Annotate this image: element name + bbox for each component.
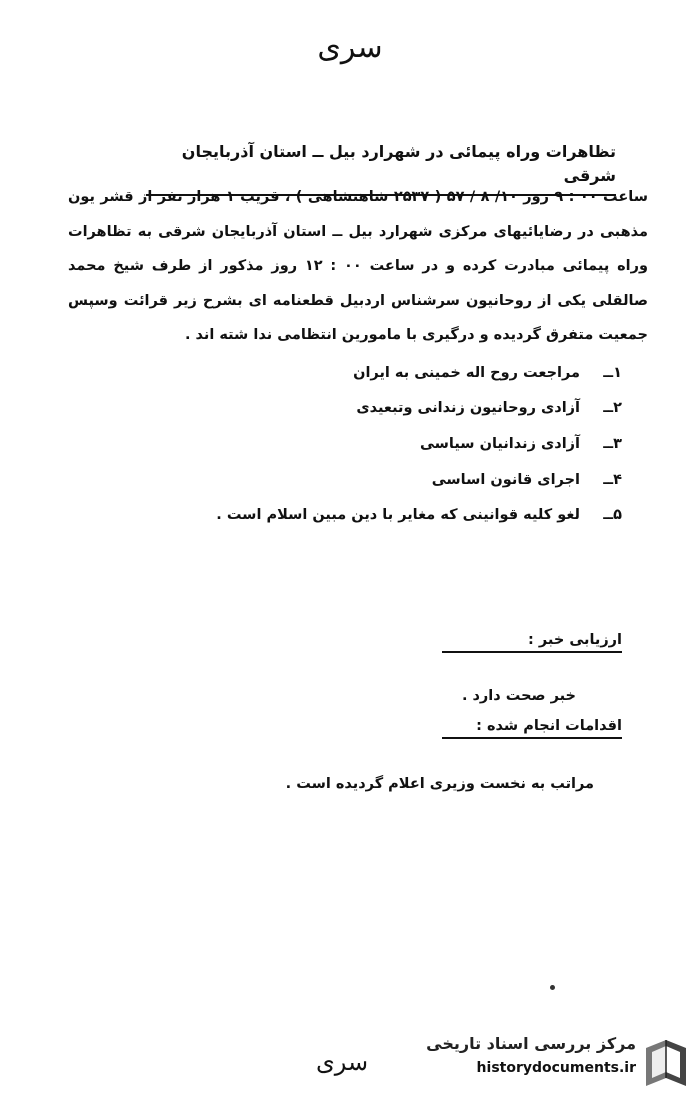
list-item (202, 391, 622, 427)
list-item (202, 426, 622, 462)
ink-dot (550, 985, 555, 990)
item-number: ۲ــ (603, 400, 622, 417)
classification-header: سری (317, 30, 383, 65)
item-number: ۴ــ (603, 471, 622, 488)
document-title: تظاهرات وراه پیمائی در شهرارد بیل ــ استان آذربایجان شرقی (146, 140, 616, 196)
resolution-list (202, 355, 622, 533)
item-number: ۵ــ (603, 507, 622, 524)
watermark-name: مرکز بررسی اسناد تاریخی (426, 1034, 636, 1053)
list-item (202, 462, 622, 498)
book-logo-icon (642, 1036, 690, 1090)
actions-label: اقدامات انجام شده : (442, 718, 622, 739)
assessment-label: ارزیابی خبر : (442, 632, 622, 653)
assessment-text: خبر صحت دارد . (461, 688, 576, 704)
item-text: لغو کلیه قوانینی که مغایر با دین مبین اسلام است . (216, 507, 580, 524)
item-text: مراجعت روح اله خمینی به ایران (353, 364, 580, 381)
item-text: آزادی زندانیان سیاسی (420, 435, 580, 452)
item-number: ۱ــ (603, 364, 622, 381)
item-number: ۳ــ (603, 435, 622, 452)
list-item (202, 355, 622, 391)
item-text: اجرای قانون اساسی (431, 471, 580, 488)
item-text: آزادی روحانیون زندانی وتبعیدی (356, 400, 580, 417)
classification-footer: سری (316, 1048, 369, 1076)
actions-text: مراتب به نخست وزیری اعلام گردیده است . (285, 776, 594, 792)
list-item (202, 497, 622, 533)
archive-watermark (426, 1032, 692, 1094)
report-body: ساعت ۰۰ : ۹ روز ۱۰/ ۸ / ۵۷ ( ۲۵۳۷ شاهنشاهی ) ، قریب ۱ هزار نفر از قشر یون مذهبی در رضایائیهای مرکزی شهرارد بیل ــ استان آذربایجان شرقی به تظاهرات وراه پیمائی مبادرت کرده و در ساعت ۰۰ : ۱۲ روز مذکور از طرف شیخ محمد صالقلی یکی از روحانیون سرشناس اردبیل قطعنامه ای بشرح زیر قرائت وسپس جمعیت متفرق گردیده و درگیری با مامورین انتظامی ندا شته اند . (68, 189, 648, 343)
watermark-url: historydocuments.ir (476, 1060, 636, 1076)
